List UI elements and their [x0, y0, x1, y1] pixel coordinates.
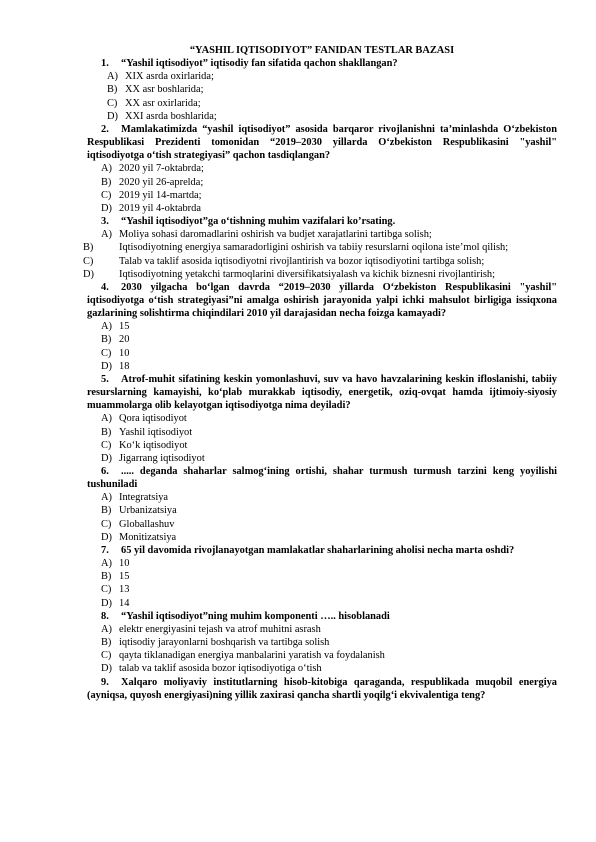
- answer-option: [87, 518, 557, 531]
- answer-option: [87, 439, 557, 452]
- question-number: 2.: [101, 123, 109, 135]
- question-number: 9.: [101, 676, 109, 688]
- option-letter: D): [107, 110, 118, 122]
- answer-option: [87, 662, 557, 675]
- question-block: [87, 373, 557, 465]
- question-number: 8.: [101, 610, 109, 622]
- option-letter: D): [101, 360, 112, 372]
- answer-option: [87, 412, 557, 425]
- question-text: [87, 544, 557, 557]
- option-text: XXI asrda boshlarida;: [125, 110, 217, 122]
- answer-option: [87, 570, 557, 583]
- option-text: Talab va taklif asosida iqtisodiyotni rivojlantirish va bozor iqtisodiyotini tartibga solish;: [119, 255, 485, 267]
- answer-option: [87, 70, 557, 83]
- option-text: 18: [119, 360, 130, 372]
- option-letter: C): [101, 518, 112, 530]
- question-body: 65 yil davomida rivojlanayotgan mamlakatlar shaharlarining aholisi necha marta oshdi?: [121, 544, 515, 556]
- question-block: [87, 123, 557, 215]
- answer-options: [87, 412, 557, 465]
- option-letter: B): [107, 84, 118, 96]
- option-text: iqtisodiy jarayonlarni boshqarish va tartibga solish: [119, 637, 330, 649]
- option-text: XIX asrda oxirlarida;: [125, 71, 214, 83]
- answer-options: [87, 320, 557, 373]
- answer-option: [87, 110, 557, 123]
- answer-option: [87, 202, 557, 215]
- question-block: [87, 676, 557, 702]
- answer-option: [87, 452, 557, 465]
- option-text: 14: [119, 597, 130, 609]
- option-text: Yashil iqtisodiyot: [119, 426, 193, 438]
- option-letter: A): [101, 413, 112, 425]
- option-text: 2020 yil 26-aprelda;: [119, 176, 204, 188]
- answer-option: [87, 557, 557, 570]
- option-letter: A): [107, 71, 118, 83]
- question-body: Xalqaro moliyaviy institutlarning hisob-kitobiga qaraganda, respublikada muqobil energiya (ayniqsa, quyosh energiyasi)ning yillik zaxirasi qancha shartli yoqilg‘i ekvivalentiga teng?: [87, 676, 557, 701]
- question-text: [87, 281, 557, 320]
- option-text: Qora iqtisodiyot: [119, 413, 187, 425]
- answer-options: [83, 228, 557, 281]
- question-block: [87, 544, 557, 610]
- option-letter: D): [83, 268, 94, 280]
- option-letter: D): [101, 663, 112, 675]
- answer-options: [87, 623, 557, 676]
- answer-option: [83, 268, 557, 281]
- option-text: 10: [119, 558, 130, 570]
- question-number: 1.: [101, 58, 109, 70]
- question-body: “Yashil iqtisodiyot”ning muhim komponenti ….. hisoblanadi: [121, 610, 390, 622]
- option-letter: B): [101, 176, 112, 188]
- option-text: Urbanizatsiya: [119, 505, 177, 517]
- page-title: “YASHIL IQTISODIYOT” FANIDAN TESTLAR BAZASI: [189, 45, 455, 56]
- question-block: [87, 57, 557, 123]
- option-letter: D): [101, 531, 112, 543]
- option-letter: A): [101, 229, 112, 241]
- question-number: 4.: [101, 281, 109, 293]
- answer-option: [87, 623, 557, 636]
- option-text: Iqtisodiyotning yetakchi tarmoqlarini diversifikatsiyalash va kichik biznesni rivojlantirish;: [119, 268, 496, 280]
- option-letter: B): [83, 242, 94, 254]
- answer-option: [87, 504, 557, 517]
- option-text: qayta tiklanadigan energiya manbalarini yaratish va foydalanish: [119, 650, 385, 662]
- option-text: Moliya sohasi daromadlarini oshirish va budjet xarajatlarini tartibga solish;: [119, 229, 432, 241]
- option-text: Jigarrang iqtisodiyot: [119, 452, 205, 464]
- option-letter: A): [101, 163, 112, 175]
- answer-option: [87, 228, 557, 241]
- answer-option: [87, 649, 557, 662]
- question-text: [87, 123, 557, 162]
- question-body: “Yashil iqtisodiyot” iqtisodiy fan sifatida qachon shakllangan?: [121, 58, 398, 70]
- option-letter: C): [101, 650, 112, 662]
- answer-option: [87, 97, 557, 110]
- question-block: [87, 465, 557, 544]
- answer-option: [87, 636, 557, 649]
- answer-option: [87, 360, 557, 373]
- answer-option: [83, 255, 557, 268]
- option-text: 15: [119, 321, 130, 333]
- option-text: Iqtisodiyotning energiya samaradorligini oshirish va tabiiy resurslarni oqilona iste’mol qilish;: [119, 242, 509, 254]
- option-letter: B): [101, 637, 112, 649]
- question-text: [87, 676, 557, 702]
- question-text: [87, 465, 557, 491]
- option-letter: D): [101, 597, 112, 609]
- question-number: 3.: [101, 216, 109, 228]
- answer-option: [83, 241, 557, 254]
- question-list: [83, 57, 557, 702]
- option-letter: D): [101, 202, 112, 214]
- option-text: talab va taklif asosida bozor iqtisodiyotiga o‘tish: [119, 663, 322, 675]
- answer-options: [87, 162, 557, 215]
- option-text: 20: [119, 334, 130, 346]
- option-letter: D): [101, 452, 112, 464]
- option-text: Monitizatsiya: [119, 531, 177, 543]
- question-body: Mamlakatimizda “yashil iqtisodiyot” asosida barqaror rivojlanishni ta’minlashda O‘zbekiston Respublikasi Prezidenti tomonidan “2019–2030 yillarda O‘zbekiston Respublikasini "yashil" iqtisodiyotga o‘tish strategiyasi” qachon tasdiqlangan?: [87, 123, 557, 162]
- answer-option: [87, 189, 557, 202]
- answer-option: [87, 83, 557, 96]
- answer-option: [87, 426, 557, 439]
- option-text: 2020 yil 7-oktabrda;: [119, 163, 204, 175]
- question-body: ..... deganda shaharlar salmog‘ining ortishi, shahar turmush turmush tarzini keng yoyilishi tushuniladi: [87, 466, 557, 491]
- option-text: 13: [119, 584, 130, 596]
- option-letter: A): [101, 558, 112, 570]
- option-text: 2019 yil 4-oktabrda: [119, 202, 201, 214]
- option-text: 15: [119, 571, 130, 583]
- question-block: [87, 610, 557, 676]
- question-text: [87, 610, 557, 623]
- option-letter: C): [101, 584, 112, 596]
- option-letter: A): [101, 321, 112, 333]
- answer-options: [87, 70, 557, 123]
- question-number: 6.: [101, 466, 109, 477]
- answer-option: [87, 333, 557, 346]
- option-text: Ko‘k iqtisodiyot: [119, 439, 188, 451]
- answer-option: [87, 176, 557, 189]
- option-text: 2019 yil 14-martda;: [119, 189, 202, 201]
- option-text: XX asr oxirlarida;: [125, 97, 201, 109]
- option-letter: C): [101, 347, 112, 359]
- option-letter: B): [101, 571, 112, 583]
- question-body: “Yashil iqtisodiyot”ga o‘tishning muhim vazifalari ko’rsating.: [121, 216, 396, 228]
- answer-options: [87, 557, 557, 610]
- option-letter: A): [101, 623, 112, 635]
- option-letter: B): [101, 334, 112, 346]
- answer-option: [87, 531, 557, 544]
- option-letter: C): [107, 97, 118, 109]
- option-letter: C): [101, 439, 112, 451]
- question-text: [87, 57, 557, 70]
- option-text: Integratsiya: [119, 492, 169, 504]
- question-body: 2030 yilgacha bo‘lgan davrda “2019–2030 yillarda O‘zbekiston Respublikasini "yashil" iqtisodiyotga o‘tish strategiyasi”ni amalga oshirish jarayonida yalpi ichki mahsulot birligiga issiqxona gazlarining solishtirma chiqindilari 2010 yil darajasidan necha foizga kamayadi?: [87, 281, 557, 320]
- question-block: [87, 281, 557, 373]
- option-text: XX asr boshlarida;: [125, 84, 204, 96]
- option-letter: B): [101, 426, 112, 438]
- answer-option: [87, 491, 557, 504]
- answer-option: [87, 583, 557, 596]
- question-text: [87, 215, 557, 228]
- answer-option: [87, 320, 557, 333]
- option-letter: B): [101, 505, 112, 517]
- answer-option: [87, 347, 557, 360]
- option-letter: A): [101, 492, 112, 504]
- option-text: 10: [119, 347, 130, 359]
- answer-option: [87, 162, 557, 175]
- option-letter: C): [83, 255, 94, 267]
- answer-option: [87, 597, 557, 610]
- answer-options: [87, 491, 557, 544]
- document-page: [83, 44, 557, 702]
- question-body: Atrof-muhit sifatining keskin yomonlashuvi, suv va havo havzalarining keskin ifloslanishi, tabiiy resurslarning kamayishi, ko‘plab murakkab iqtisodiy, energetik, oziq-ovqat hamda ijtimoiy-siyosiy muammolarga olib kelayotgan iqtisodiyotga nima deyiladi?: [87, 373, 557, 412]
- question-number: 7.: [101, 544, 109, 556]
- question-block: [83, 215, 557, 281]
- option-letter: C): [101, 189, 112, 201]
- question-text: [87, 373, 557, 412]
- option-text: Globallashuv: [119, 518, 175, 530]
- option-text: elektr energiyasini tejash va atrof muhitni asrash: [119, 623, 321, 635]
- question-number: 5.: [101, 373, 109, 385]
